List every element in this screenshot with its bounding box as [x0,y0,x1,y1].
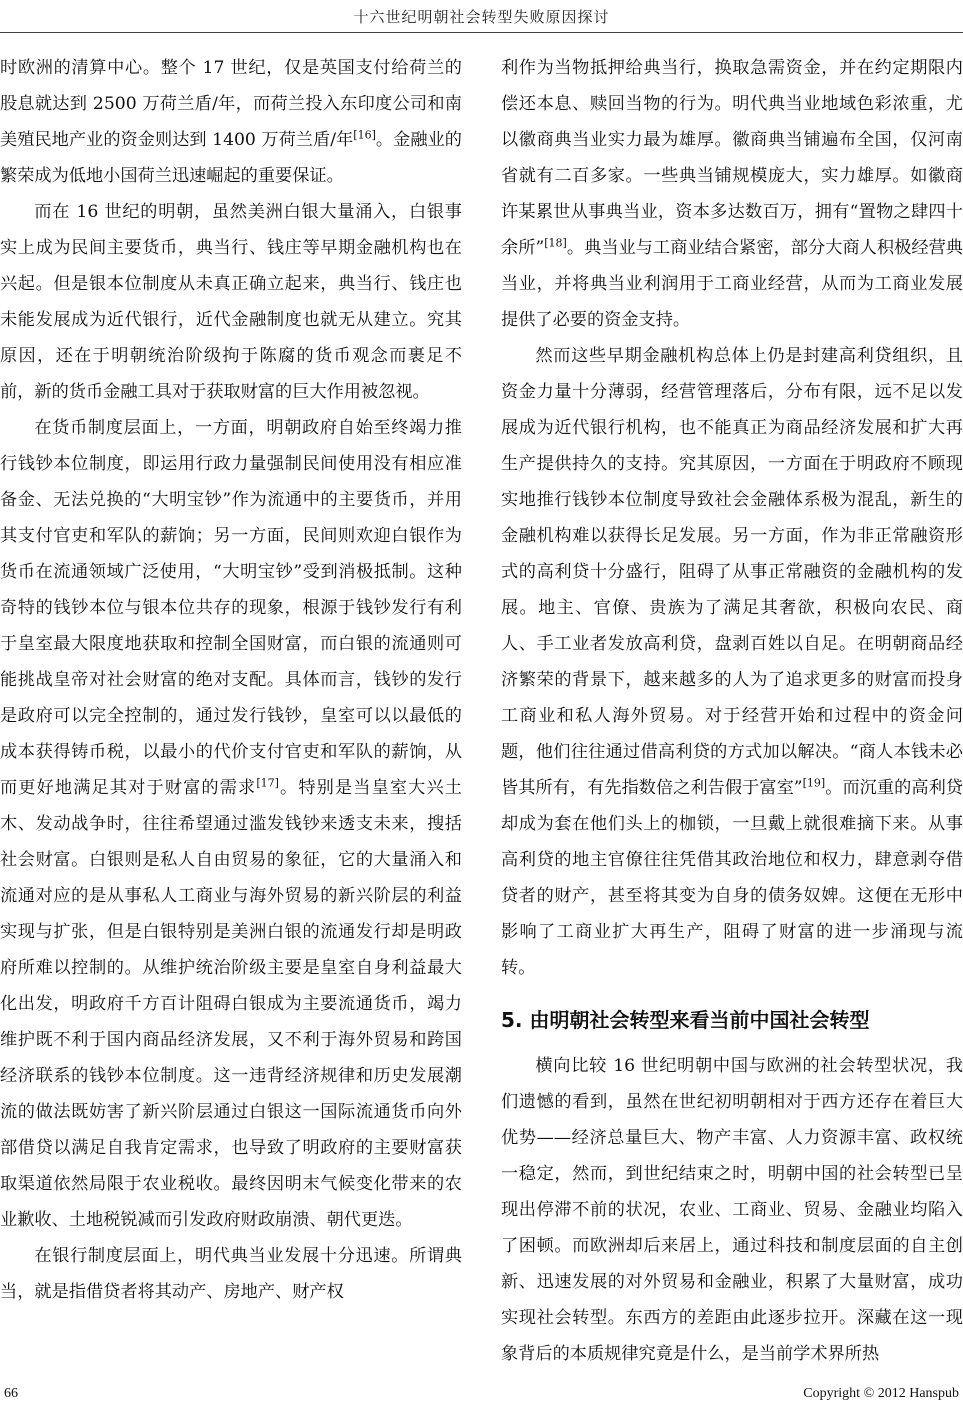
paragraph: 而在 16 世纪的明朝，虽然美洲白银大量涌入，白银事实上成为民间主要货币，典当行、钱庄等早期金融机构也在兴起。但是银本位制度从未真正确立起来，典当行、钱庄也未能发展成为近代银行，近代金融制度也就无从建立。究其原因，还在于明朝统治阶级拘于陈腐的货币观念而裹足不前，新的货币金融工具对于获取财富的巨大作用被忽视。 [0,202,462,402]
header-rule [0,32,963,33]
right-column [501,50,963,1372]
paragraph: 然而这些早期金融机构总体上仍是封建高利贷组织，且资金力量十分薄弱，经营管理落后，分布有限，远不足以发展成为近代银行机构，也不能真正为商品经济发展和扩大再生产提供持久的支持。究其原因，一方面在于明政府不顾现实地推行钱钞本位制度导致社会金融体系极为混乱，新生的金融机构难以获得长足发展。另一方面，作为非正常融资形式的高利贷十分盛行，阻碍了从事正常融资的金融机构的发展。地主、官僚、贵族为了满足其奢欲，积极向农民、商人、手工业者发放高利贷，盘剥百姓以自足。在明朝商品经济繁荣的背景下，越来越多的人为了追求更多的财富而投身工商业和私人海外贸易。对于经营开始和过程中的资金问题，他们往往通过借高利贷的方式加以解决。“商人本钱未必皆其所有，有先指数倍之利告假于富室”[19]。而沉重的高利贷却成为套在他们头上的枷锁，一旦戴上就很难摘下来。从事高利贷的地主官僚往往凭借其政治地位和权力，肆意剥夺借贷者的财产，甚至将其变为自身的债务奴婢。这便在无形中影响了工商业扩大再生产，阻碍了财富的进一步涌现与流转。 [501,346,963,978]
section-heading: 5. 由明朝社会转型来看当前中国社会转型 [501,1008,870,1032]
paragraph: 利作为当物抵押给典当行，换取急需资金，并在约定期限内偿还本息、赎回当物的行为。明代典当业地域色彩浓重，尤以徽商典当业实力最为雄厚。徽商典当铺遍布全国，仅河南省就有二百多家。一些典当铺规模庞大，实力雄厚。如徽商许某累世从事典当业，资本多达数百万，拥有“置物之肆四十余所”[18]。典当业与工商业结合紧密，部分大商人积极经营典当业，并将典当业利润用于工商业经营，从而为工商业发展提供了必要的资金支持。 [501,58,963,330]
paragraph: 时欧洲的清算中心。整个 17 世纪，仅是英国支付给荷兰的股息就达到 2500 万荷兰盾/年，而荷兰投入东印度公司和南美殖民地产业的资金则达到 1400 万荷兰盾/年[16]。金融业的繁荣成为低地小国荷兰迅速崛起的重要保证。 [0,58,462,186]
citation-ref: [17] [256,776,279,790]
citation-ref: [19] [802,776,826,790]
page-number: 66 [4,1386,18,1401]
citation-ref: [18] [544,236,567,250]
running-header: 十六世纪明朝社会转型失败原因探讨 [353,8,610,26]
paragraph: 在银行制度层面上，明代典当业发展十分迅速。所谓典当，就是指借贷者将其动产、房地产、财产权 [0,1246,462,1302]
paragraph: 在货币制度层面上，一方面，明朝政府自始至终竭力推行钱钞本位制度，即运用行政力量强制民间使用没有相应准备金、无法兑换的“大明宝钞”作为流通中的主要货币，并用其支付官吏和军队的薪饷；另一方面，民间则欢迎白银作为货币在流通领域广泛使用，“大明宝钞”受到消极抵制。这种奇特的钱钞本位与银本位共存的现象，根源于钱钞发行有利于皇室最大限度地获取和控制全国财富，而白银的流通则可能挑战皇帝对社会财富的绝对支配。具体而言，钱钞的发行是政府可以完全控制的，通过发行钱钞，皇室可以以最低的成本获得铸币税，以最小的代价支付官吏和军队的薪饷，从而更好地满足其对于财富的需求[17]。特别是当皇室大兴土木、发动战争时，往往希望通过滥发钱钞来透支未来，搜括社会财富。白银则是私人自由贸易的象征，它的大量涌入和流通对应的是从事私人工商业与海外贸易的新兴阶层的利益实现与扩张，但是白银特别是美洲白银的流通发行却是明政府所难以控制的。从维护统治阶级主要是皇室自身利益最大化出发，明政府千方百计阻碍白银成为主要流通货币，竭力维护既不利于国内商品经济发展，又不利于海外贸易和跨国经济联系的钱钞本位制度。这一违背经济规律和历史发展潮流的做法既妨害了新兴阶层通过白银这一国际流通货币向外部借贷以满足自我肯定需求，也导致了明政府的主要财富获取渠道依然局限于农业税收。最终因明末气候变化带来的农业歉收、土地税锐减而引发政府财政崩溃、朝代更迭。 [0,418,462,1230]
citation-ref: [16] [353,128,376,142]
left-column [0,50,462,1310]
copyright-notice: Copyright © 2012 Hanspub [803,1386,959,1401]
paragraph: 横向比较 16 世纪明朝中国与欧洲的社会转型状况，我们遗憾的看到，虽然在世纪初明朝相对于西方还存在着巨大优势——经济总量巨大、物产丰富、人力资源丰富、政权统一稳定，然而，到世纪结束之时，明朝中国的社会转型已呈现出停滞不前的状况，农业、工商业、贸易、金融业均陷入了困顿。而欧洲却后来居上，通过科技和制度层面的自主创新、迅速发展的对外贸易和金融业，积累了大量财富，成功实现社会转型。东西方的差距由此逐步拉开。深藏在这一现象背后的本质规律究竟是什么，是当前学术界所热 [501,1056,963,1364]
